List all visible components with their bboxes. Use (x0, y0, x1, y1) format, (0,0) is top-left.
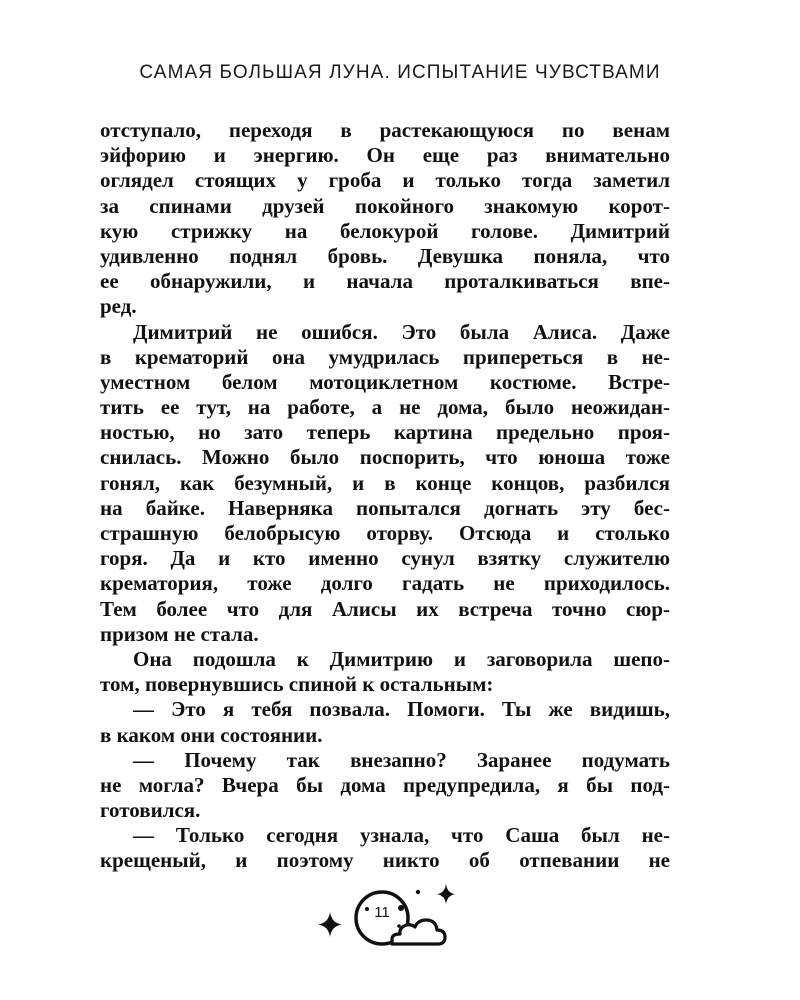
dialogue-line: — Это я тебя позвала. Помоги. Ты же видишь, (133, 697, 670, 722)
running-head-title: САМАЯ БОЛЬШАЯ ЛУНА. ИСПЫТАНИЕ ЧУВСТВАМИ (139, 62, 661, 83)
text-line: ее обнаружили, и начала проталкиваться впе- (100, 269, 670, 294)
dialogue-line: — Только сегодня узнала, что Саша был не- (133, 823, 670, 848)
text-line: за спинами друзей покойного знакомую корот- (100, 193, 670, 218)
text-line: на байке. Наверняка попытался догнать эту бес- (100, 495, 670, 520)
text-line: тить ее тут, на работе, а не дома, было неожидан- (100, 395, 670, 420)
sparkle-star-icon (437, 884, 455, 904)
text-line: том, повернувшись спиной к остальным: (100, 672, 494, 697)
text-line: эйфорию и энергию. Он еще раз внимательно (100, 143, 670, 168)
text-line: Тем более что для Алисы их встреча точно сюр- (100, 596, 670, 621)
text-line: снилась. Можно было поспорить, что юноша тоже (100, 445, 670, 470)
text-line: готовился. (100, 798, 201, 823)
text-line: в каком они состоянии. (100, 722, 323, 747)
text-line: горя. Да и кто именно сунул взятку служителю (100, 546, 670, 571)
text-line: крематория, тоже долго гадать не приходилось. (100, 571, 670, 596)
body-text (100, 118, 670, 874)
text-line: ред. (100, 294, 137, 319)
text-line: уместном белом мотоциклетном костюме. Встре- (100, 369, 670, 394)
dialogue-line: — Почему так внезапно? Заранее подумать (133, 747, 670, 772)
text-line: оглядел стоящих у гроба и только тогда заметил (100, 168, 670, 193)
paragraph-first-line: Она подошла к Димитрию и заговорила шепо- (133, 646, 670, 671)
sparkle-star-icon (318, 912, 342, 937)
text-line: не могла? Вчера бы дома предупредила, я бы под- (100, 772, 670, 797)
text-line: крещеный, и поэтому никто об отпевании не (100, 848, 670, 873)
text-line: отступало, переходя в растекающуюся по венам (100, 118, 670, 142)
dot-star-icon (416, 890, 420, 894)
text-line: призом не стала. (100, 621, 259, 646)
text-line: гонял, как безумный, и в конце концов, разбился (100, 470, 670, 495)
text-line: в крематорий она умудрилась припереться в не- (100, 344, 670, 369)
page-folio (300, 878, 480, 948)
text-line: кую стрижку на белокурой голове. Димитрий (100, 218, 670, 243)
text-line: страшную белобрысую оторву. Отсюда и столько (100, 521, 670, 545)
paragraph-first-line: Димитрий не ошибся. Это была Алиса. Даже (133, 319, 670, 344)
text-line: удивленно поднял бровь. Девушка поняла, что (100, 243, 670, 268)
text-line: ностью, но зато теперь картина предельно проя- (100, 420, 670, 445)
page-number: 11 (374, 904, 390, 921)
